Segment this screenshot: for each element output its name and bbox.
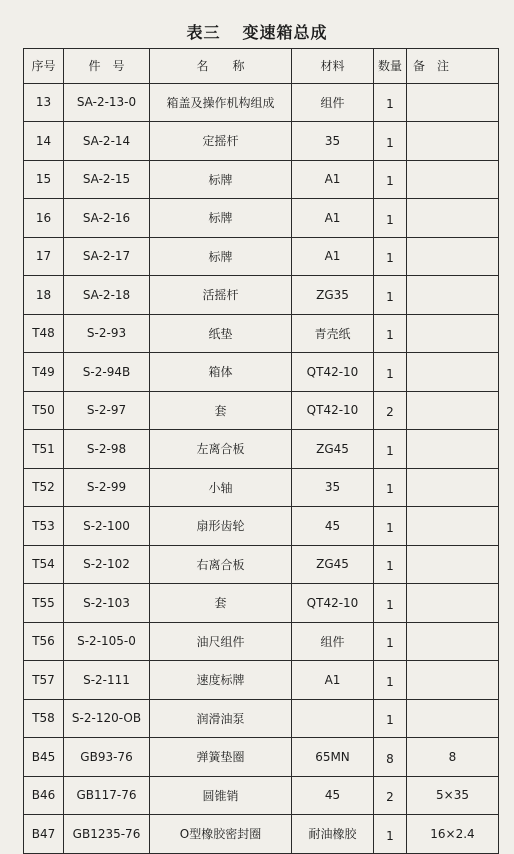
cell-part-no: GB93-76 (64, 738, 150, 777)
cell-remark: 5×35 (407, 776, 499, 815)
cell-name: 圆锥销 (150, 776, 292, 815)
cell-qty: 1 (374, 314, 407, 353)
table-row (24, 430, 499, 469)
cell-name: 右离合板 (150, 545, 292, 584)
header-part-no: 件 号 (64, 49, 150, 84)
cell-part-no: SA-2-17 (64, 237, 150, 276)
cell-material: ZG45 (292, 430, 374, 469)
cell-part-no: GB1235-76 (64, 815, 150, 854)
cell-part-no: S-2-93 (64, 314, 150, 353)
cell-qty: 1 (374, 699, 407, 738)
cell-material: 65MN (292, 738, 374, 777)
cell-remark (407, 314, 499, 353)
cell-name: 标牌 (150, 237, 292, 276)
cell-remark (407, 468, 499, 507)
header-name: 名 称 (150, 49, 292, 84)
cell-seq: 16 (24, 199, 64, 238)
cell-part-no: GB117-76 (64, 776, 150, 815)
cell-part-no: SA-2-15 (64, 160, 150, 199)
cell-name: 活摇杆 (150, 276, 292, 315)
table-row (24, 545, 499, 584)
cell-remark (407, 507, 499, 546)
title-prefix: 表三 (186, 23, 221, 42)
cell-seq: B47 (24, 815, 64, 854)
cell-qty: 1 (374, 815, 407, 854)
header-seq: 序号 (24, 49, 64, 84)
cell-name: 套 (150, 584, 292, 623)
table-row (24, 661, 499, 700)
cell-seq: T48 (24, 314, 64, 353)
cell-qty: 2 (374, 776, 407, 815)
parts-table (23, 48, 499, 854)
cell-part-no: S-2-98 (64, 430, 150, 469)
cell-remark (407, 661, 499, 700)
cell-material: 青壳纸 (292, 314, 374, 353)
cell-seq: T49 (24, 353, 64, 392)
cell-remark (407, 584, 499, 623)
cell-name: O型橡胶密封圈 (150, 815, 292, 854)
cell-name: 左离合板 (150, 430, 292, 469)
cell-part-no: S-2-111 (64, 661, 150, 700)
cell-part-no: SA-2-13-0 (64, 83, 150, 122)
cell-part-no: S-2-97 (64, 391, 150, 430)
cell-seq: 13 (24, 83, 64, 122)
cell-remark: 16×2.4 (407, 815, 499, 854)
cell-material (292, 699, 374, 738)
header-qty: 数量 (374, 49, 407, 84)
cell-seq: T52 (24, 468, 64, 507)
cell-qty: 1 (374, 622, 407, 661)
cell-qty: 1 (374, 545, 407, 584)
cell-remark: 8 (407, 738, 499, 777)
table-row (24, 314, 499, 353)
cell-qty: 1 (374, 353, 407, 392)
cell-part-no: S-2-100 (64, 507, 150, 546)
cell-remark (407, 353, 499, 392)
cell-material: A1 (292, 160, 374, 199)
cell-part-no: S-2-99 (64, 468, 150, 507)
header-material: 材料 (292, 49, 374, 84)
cell-name: 扇形齿轮 (150, 507, 292, 546)
cell-seq: T54 (24, 545, 64, 584)
cell-seq: T51 (24, 430, 64, 469)
cell-material: A1 (292, 237, 374, 276)
table-row (24, 584, 499, 623)
cell-qty: 1 (374, 430, 407, 469)
cell-seq: T50 (24, 391, 64, 430)
cell-seq: T57 (24, 661, 64, 700)
cell-qty: 1 (374, 237, 407, 276)
cell-qty: 1 (374, 468, 407, 507)
cell-qty: 1 (374, 507, 407, 546)
cell-name: 速度标牌 (150, 661, 292, 700)
cell-material: A1 (292, 199, 374, 238)
cell-remark (407, 83, 499, 122)
cell-qty: 1 (374, 199, 407, 238)
title-main: 变速箱总成 (242, 23, 328, 42)
cell-material: 组件 (292, 83, 374, 122)
cell-material: 35 (292, 468, 374, 507)
cell-remark (407, 545, 499, 584)
cell-seq: T55 (24, 584, 64, 623)
cell-name: 标牌 (150, 199, 292, 238)
cell-part-no: S-2-120-OB (64, 699, 150, 738)
cell-material: ZG45 (292, 545, 374, 584)
cell-seq: 17 (24, 237, 64, 276)
table-row (24, 507, 499, 546)
cell-material: QT42-10 (292, 391, 374, 430)
cell-seq: B45 (24, 738, 64, 777)
cell-name: 纸垫 (150, 314, 292, 353)
table-row (24, 391, 499, 430)
cell-qty: 1 (374, 160, 407, 199)
cell-remark (407, 237, 499, 276)
cell-name: 箱盖及操作机构组成 (150, 83, 292, 122)
document-title (0, 20, 514, 43)
cell-qty: 1 (374, 122, 407, 161)
table-row (24, 699, 499, 738)
table-row (24, 237, 499, 276)
cell-material: 45 (292, 507, 374, 546)
cell-remark (407, 430, 499, 469)
table-row (24, 160, 499, 199)
cell-name: 小轴 (150, 468, 292, 507)
table-row (24, 776, 499, 815)
cell-seq: 15 (24, 160, 64, 199)
cell-remark (407, 199, 499, 238)
cell-material: 45 (292, 776, 374, 815)
cell-name: 油尺组件 (150, 622, 292, 661)
cell-seq: 14 (24, 122, 64, 161)
cell-name: 标牌 (150, 160, 292, 199)
table-row (24, 276, 499, 315)
cell-remark (407, 122, 499, 161)
table-row (24, 815, 499, 854)
cell-qty: 1 (374, 661, 407, 700)
cell-name: 套 (150, 391, 292, 430)
cell-remark (407, 276, 499, 315)
cell-seq: T58 (24, 699, 64, 738)
table-row (24, 353, 499, 392)
cell-material: ZG35 (292, 276, 374, 315)
table-row (24, 122, 499, 161)
table-row (24, 83, 499, 122)
cell-material: 35 (292, 122, 374, 161)
cell-qty: 1 (374, 83, 407, 122)
cell-remark (407, 160, 499, 199)
header-remark: 备 注 (407, 49, 499, 84)
cell-remark (407, 391, 499, 430)
cell-part-no: S-2-102 (64, 545, 150, 584)
cell-name: 润滑油泵 (150, 699, 292, 738)
cell-seq: 18 (24, 276, 64, 315)
cell-qty: 8 (374, 738, 407, 777)
cell-seq: B46 (24, 776, 64, 815)
cell-part-no: S-2-94B (64, 353, 150, 392)
cell-material: 组件 (292, 622, 374, 661)
cell-name: 弹簧垫圈 (150, 738, 292, 777)
cell-material: A1 (292, 661, 374, 700)
cell-qty: 1 (374, 276, 407, 315)
table-row (24, 199, 499, 238)
cell-remark (407, 699, 499, 738)
cell-part-no: S-2-105-0 (64, 622, 150, 661)
cell-seq: T56 (24, 622, 64, 661)
cell-name: 定摇杆 (150, 122, 292, 161)
cell-part-no: SA-2-14 (64, 122, 150, 161)
cell-material: 耐油橡胶 (292, 815, 374, 854)
cell-name: 箱体 (150, 353, 292, 392)
cell-part-no: SA-2-18 (64, 276, 150, 315)
table-row (24, 622, 499, 661)
cell-material: QT42-10 (292, 353, 374, 392)
cell-material: QT42-10 (292, 584, 374, 623)
cell-qty: 1 (374, 584, 407, 623)
cell-remark (407, 622, 499, 661)
table-header-row (24, 49, 499, 84)
table-row (24, 468, 499, 507)
cell-seq: T53 (24, 507, 64, 546)
cell-part-no: SA-2-16 (64, 199, 150, 238)
cell-qty: 2 (374, 391, 407, 430)
cell-part-no: S-2-103 (64, 584, 150, 623)
